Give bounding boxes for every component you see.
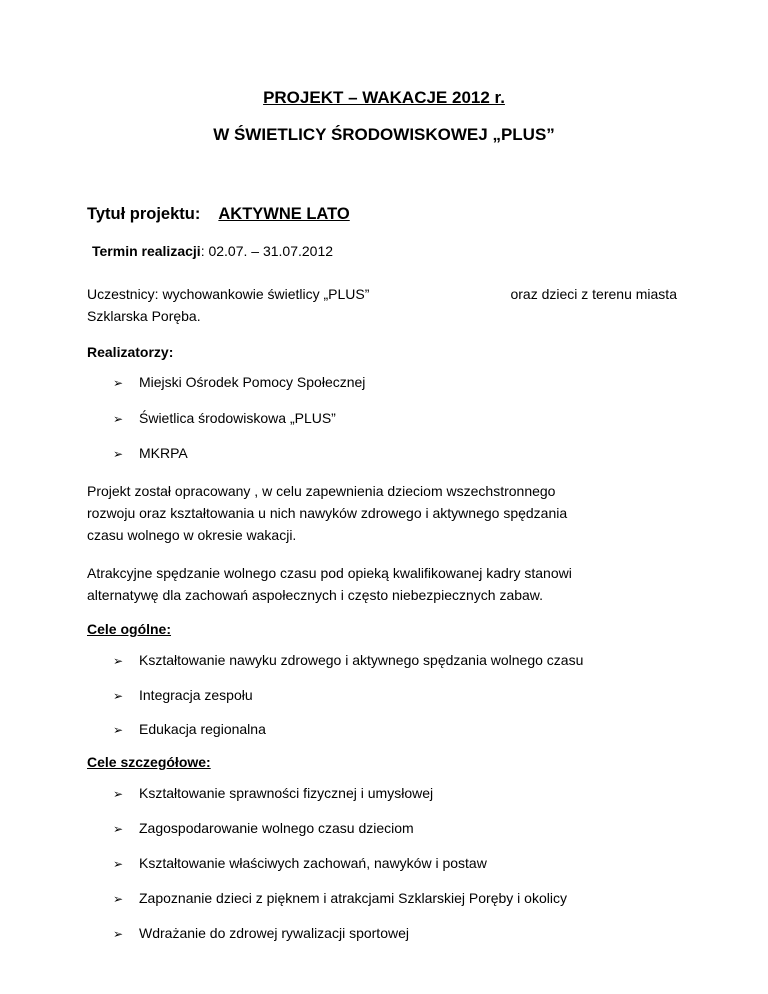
realizatorzy-heading: Realizatorzy: [87,344,174,360]
list-item: ➢ Wdrażanie do zdrowej rywalizacji sportowej [113,925,409,941]
paragraph-line: alternatywę dla zachowań aspołecznych i często niebezpiecznych zabaw. [87,587,544,603]
project-title-value: AKTYWNE LATO [218,205,350,223]
list-item: ➢ Miejski Ośrodek Pomocy Społecznej [113,374,366,390]
termin-value: : 02.07. – 31.07.2012 [200,243,334,259]
arrow-bullet-icon: ➢ [113,892,124,906]
list-item: ➢ Kształtowanie sprawności fizycznej i umysłowej [113,785,434,801]
list-item: ➢ Świetlica środowiskowa „PLUS” [113,410,336,426]
list-item: ➢ Kształtowanie nawyku zdrowego i aktywnego spędzania wolnego czasu [113,652,584,668]
list-item: ➢ Zagospodarowanie wolnego czasu dzieciom [113,820,414,836]
list-item: ➢ Kształtowanie właściwych zachowań, nawyków i postaw [113,855,487,871]
arrow-bullet-icon: ➢ [113,723,124,737]
list-item: ➢ Integracja zespołu [113,687,253,703]
list-item: ➢ Zapoznanie dzieci z pięknem i atrakcjami Szklarskiej Poręby i okolicy [113,890,567,906]
arrow-bullet-icon: ➢ [113,787,124,801]
paragraph-line: Atrakcyjne spędzanie wolnego czasu pod opieką kwalifikowanej kadry stanowi [87,565,572,581]
arrow-bullet-icon: ➢ [113,412,124,426]
cele-ogolne-heading: Cele ogólne: [87,621,172,637]
uczestnicy-line1 [87,283,677,305]
arrow-bullet-icon: ➢ [113,447,124,461]
arrow-bullet-icon: ➢ [113,689,124,703]
document-title: PROJEKT – WAKACJE 2012 r. [263,88,505,107]
project-title-row [87,205,350,224]
uczestnicy-line2: Szklarska Poręba. [87,308,201,324]
cele-szczegolowe-heading: Cele szczegółowe: [87,754,211,770]
list-item: ➢ MKRPA [113,445,188,461]
paragraph-line: Projekt został opracowany , w celu zapewnienia dzieciom wszechstronnego [87,483,556,499]
arrow-bullet-icon: ➢ [113,857,124,871]
arrow-bullet-icon: ➢ [113,822,124,836]
document-subtitle: W ŚWIETLICY ŚRODOWISKOWEJ „PLUS” [213,125,555,144]
project-title-label: Tytuł projektu: [87,205,201,223]
paragraph-line: czasu wolnego w okresie wakacji. [87,527,297,543]
termin-row [92,243,333,259]
list-item: ➢ Edukacja regionalna [113,721,266,737]
termin-label: Termin realizacji [92,243,201,259]
uczestnicy-right: oraz dzieci z terenu miasta [510,286,677,302]
arrow-bullet-icon: ➢ [113,376,124,390]
paragraph-line: rozwoju oraz kształtowania u nich nawyków zdrowego i aktywnego spędzania [87,505,568,521]
uczestnicy-left: Uczestnicy: wychowankowie świetlicy „PLUS” [87,286,370,302]
arrow-bullet-icon: ➢ [113,654,124,668]
arrow-bullet-icon: ➢ [113,927,124,941]
